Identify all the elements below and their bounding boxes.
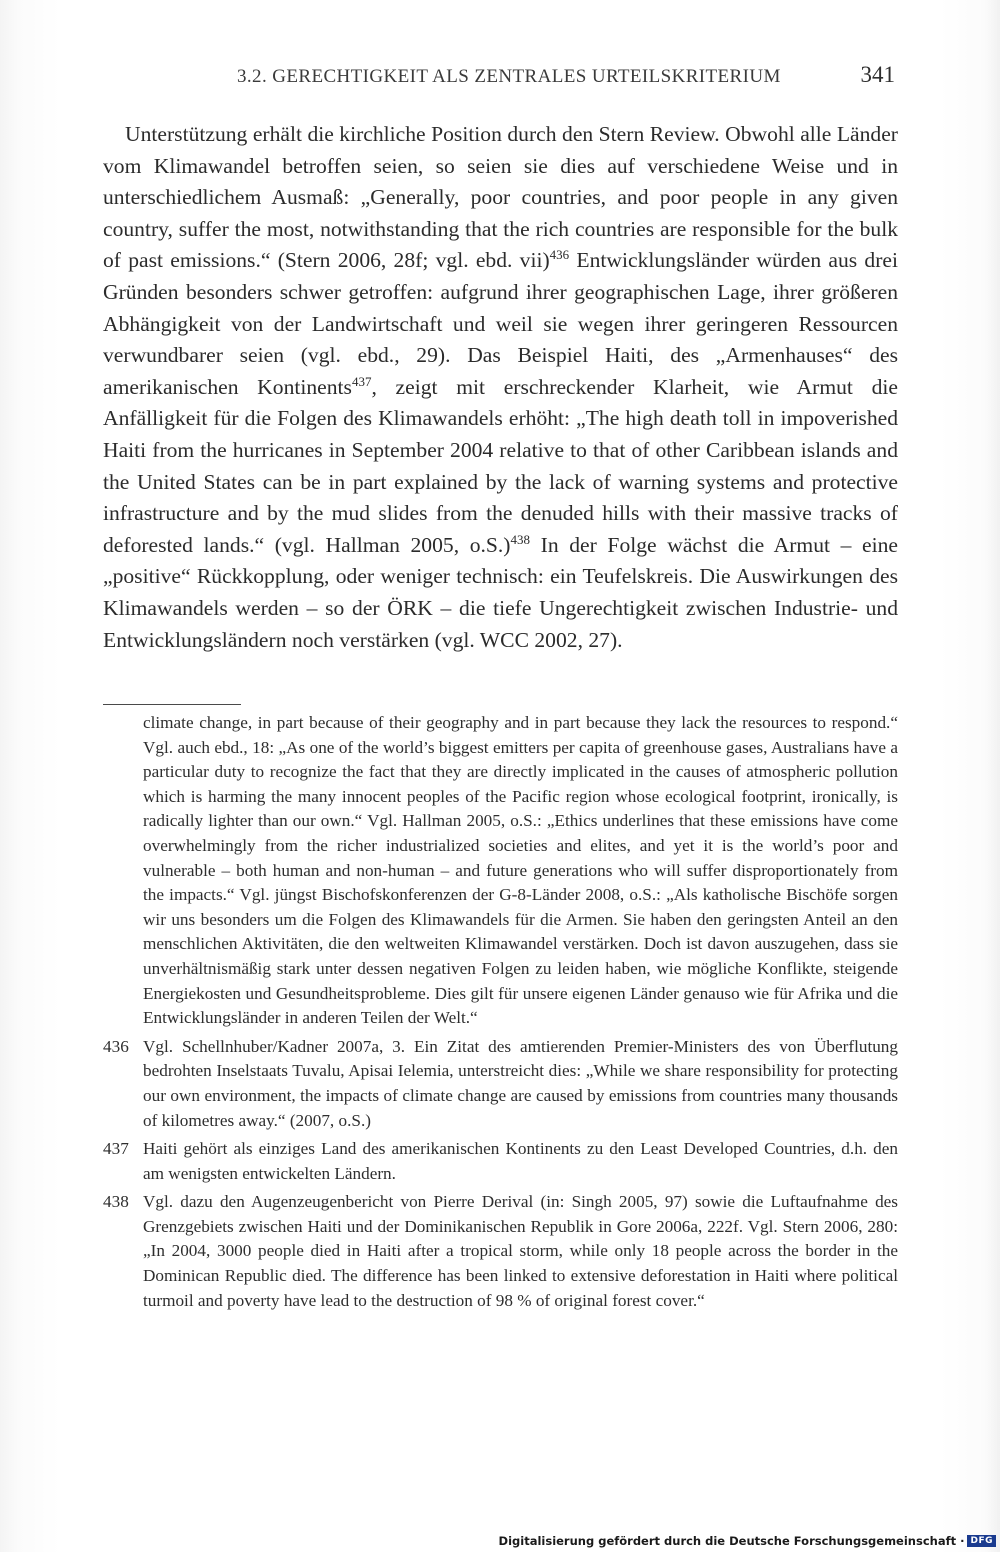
footnote-text: Vgl. Schellnhuber/Kadner 2007a, 3. Ein Zitat des amtierenden Premier-Ministers des von Überflutung bedrohten Inselstaats Tuvalu, Apisai Ielemia, unterstreicht dies: „While we share responsibility for protecting our own environment, the impacts of climate change are caused by emissions from countries many thousands of kilometres away.“ (2007, o.S.): [143, 1036, 898, 1130]
footnote-436: [103, 1035, 898, 1133]
footnote-text: Vgl. dazu den Augenzeugenbericht von Pierre Derival (in: Singh 2005, 97) sowie die Luftaufnahme des Grenzgebiets zwischen Haiti und der Dominikanischen Republik in Gore 2006a, 222f. Vgl. Stern 2006, 280: „In 2004, 3000 people died in Haiti after a tropical storm, while only 18 people across the border in the Dominican Republic died. The difference has been linked to extensive deforestation in Haiti where political turmoil and poverty have lead to the destruction of 98 % of original forest cover.“: [143, 1192, 898, 1310]
running-header-title: 3.2. GERECHTIGKEIT ALS ZENTRALES URTEILSKRITERIUM: [237, 66, 781, 87]
digitization-credit: [499, 1534, 996, 1548]
body-text-segment: In der Folge wächst die Armut – eine „positive“ Rückkopplung, oder weniger technisch: ein Teufelskreis. Die Auswirkungen des Klimawandels werden – so der ÖRK – die tiefe Ungerechtigkeit zwischen Industrie- und Entwicklungsländern noch verstärken (vgl. WCC 2002, 27).: [103, 532, 899, 652]
page-number: 341: [860, 62, 895, 87]
body-text-segment: , zeigt mit erschreckender Klarheit, wie Armut die Anfälligkeit für die Folgen des Klimawandels erhöht: „The high death toll in impoverished Haiti from the hurricanes in September 2004 relative to that of other Caribbean islands and the United States can be in part explained by the lack of warning systems and protective infrastructure and by the mud slides from the denuded hills with their massive tracks of deforested lands.“ (vgl. Hallman 2005, o.S.): [103, 374, 899, 557]
footnote-reference[interactable]: 438: [510, 531, 531, 547]
footnote-reference[interactable]: 436: [549, 247, 570, 263]
footnote-continuation: climate change, in part because of their geography and in part because they lack the resources to respond.“ Vgl. auch ebd., 18: „As one of the world’s biggest emitters per capita of greenhouse gases, Australians have a particular duty to recognize the fact that they are directly implicated in the causes of atmospheric pollution which is harming the many innocent peoples of the Pacific region whose ecological footprint, ironically, is radically lighter than our own.“ Vgl. Hallman 2005, o.S.: „Ethics underlines that these emissions have come overwhelmingly from the richer industrialized societies and elites, and yet it is the world’s poor and vulnerable – both human and non-human – and future generations who will suffer disproportionately from the impacts.“ Vgl. jüngst Bischofskonferenzen der G-8-Länder 2008, o.S.: „Als katholische Bischöfe sorgen wir uns besonders um die Folgen des Klimawandels für die Armen. Sie haben den geringsten Anteil an den menschlichen Aktivitäten, die den weltweiten Klimawandel verstärken. Doch ist davon auszugehen, dass sie unverhältnismäßig stark unter dessen negativen Folgen zu leiden haben, wie mögliche Konflikte, steigende Energiekosten und Gesundheitsprobleme. Dies gilt für unsere eigenen Länder genauso wie für Afrika und die Entwicklungsländer in anderen Teilen der Welt.“: [143, 713, 898, 1028]
footnote-reference[interactable]: 437: [351, 373, 372, 389]
dfg-logo-icon: DFG: [967, 1535, 996, 1547]
body-text-segment: Entwicklungsländer würden aus drei Gründen besonders schwer getroffen: aufgrund ihrer geographischen Lage, ihrer größeren Abhängigkeit von der Landwirtschaft und weil sie wegen ihrer geringeren Ressourcen verwundbarer seien (vgl. ebd., 29). Das Beispiel Haiti, des „Armenhauses“ des amerikanischen Kontinents: [103, 248, 898, 399]
footnote-number: 438: [103, 1192, 129, 1212]
body-text-segment: Unterstützung erhält die kirchliche Position durch den Stern Review. Obwohl alle Länder vom Klimawandel betroffen seien, so seien sie dies auf verschiedene Weise und in unterschiedlichem Ausmaß: „Generally, poor countries, and poor people in any given country, suffer the most, notwithstanding that the rich countries are responsible for the bulk of past emissions.“ (Stern 2006, 28f; vgl. ebd. vii): [103, 122, 898, 273]
footnote-number: 437: [103, 1139, 129, 1159]
footnote-number: 436: [103, 1036, 129, 1056]
credit-text: Digitalisierung gefördert durch die Deutsche Forschungsgemeinschaft ·: [498, 1534, 965, 1548]
footnote-438: [103, 1190, 898, 1313]
footnote-text: Haiti gehört als einziges Land des amerikanischen Kontinents zu den Least Developed Countries, d.h. den am wenigsten entwickelten Ländern.: [143, 1139, 898, 1183]
footnotes-section: [103, 711, 898, 1317]
footnote-437: [103, 1137, 898, 1186]
footnote-separator: [103, 704, 241, 705]
body-paragraph: [103, 119, 898, 656]
